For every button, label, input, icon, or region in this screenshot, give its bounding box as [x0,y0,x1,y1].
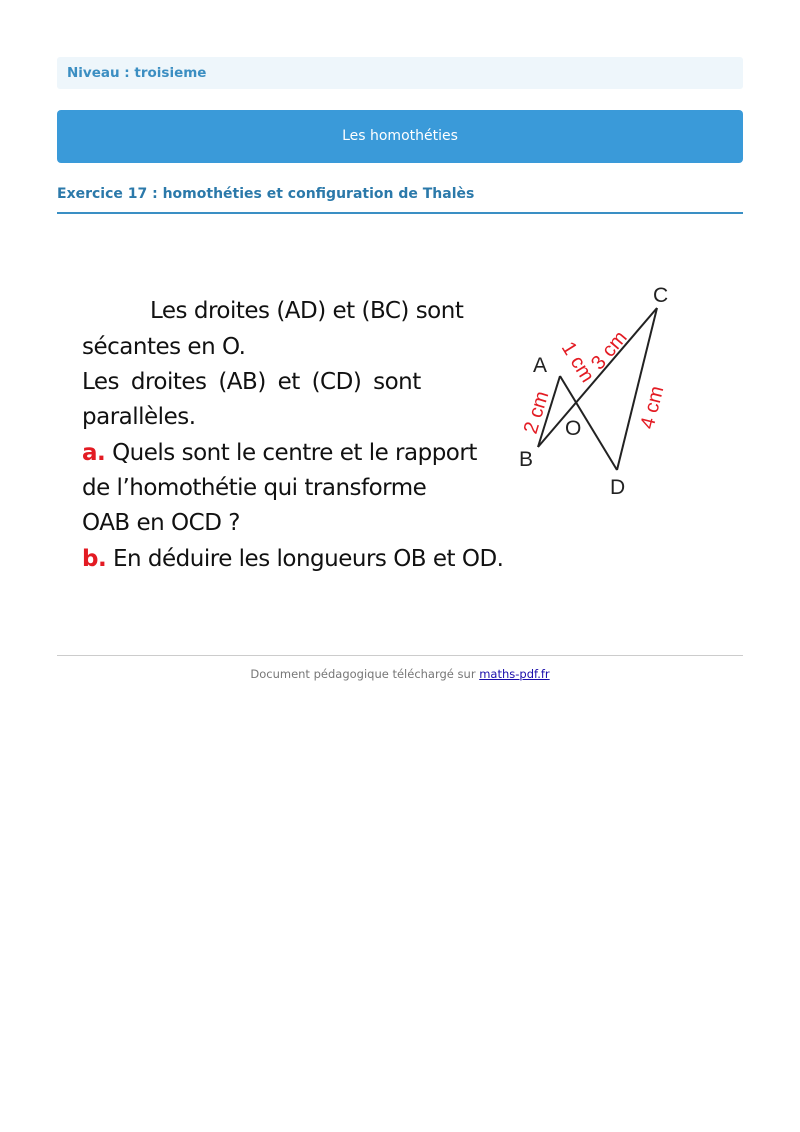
question-b-text: En déduire les longueurs OB et OD. [113,546,504,572]
level-badge [57,57,743,89]
statement-line-4: parallèles. [82,404,196,430]
question-a [82,438,477,468]
chapter-banner [57,110,743,163]
question-a-text: Quels sont le centre et le rapport [112,440,477,466]
statement-line-7: OAB en OCD ? [82,510,240,536]
statement-line-6: de l’homothétie qui transforme [82,475,427,501]
length-oc-label: 3 cm [586,326,632,375]
thales-diagram [497,287,737,502]
exercise-title-text: Exercice 17 : homothéties et configuration de Thalès [57,186,475,202]
question-b-marker: b. [82,546,107,572]
exercise-title [57,186,743,214]
point-a-label: A [533,354,548,377]
point-d-label: D [610,476,626,499]
statement-line-3: Les droites (AB) et (CD) sont [82,369,421,395]
statement-line-2: sécantes en O. [82,334,246,360]
chapter-title: Les homothéties [342,128,458,144]
footer-divider [57,655,743,656]
question-a-marker: a. [82,440,106,466]
footer [57,667,743,681]
point-c-label: C [653,287,669,307]
statement-line-1: Les droites (AD) et (BC) sont [150,298,464,324]
question-b [82,544,504,574]
length-cd-label: 4 cm [636,383,669,432]
point-o-label: O [565,417,582,440]
point-b-label: B [519,448,534,471]
length-ao-label: 1 cm [556,337,599,387]
footer-text: Document pédagogique téléchargé sur [250,667,476,681]
exercise-figure [57,272,743,592]
level-text: Niveau : troisieme [67,65,207,81]
length-ab-label: 2 cm [519,388,554,437]
footer-link[interactable]: maths-pdf.fr [479,667,550,681]
